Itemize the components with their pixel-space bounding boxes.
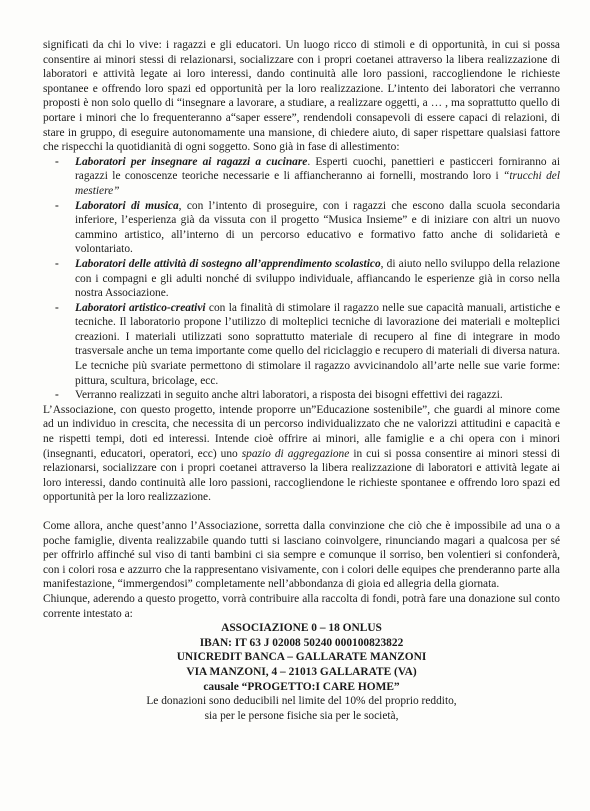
lab-text: Verranno realizzati in seguito anche altri laboratori, a risposta dei bisogni effettivi dei ragazzi. bbox=[75, 389, 503, 402]
bank-address: VIA MANZONI, 4 – 21013 GALLARATE (VA) bbox=[186, 665, 417, 678]
tax-note-1: Le donazioni sono deducibili nel limite del 10% del proprio reddito, bbox=[146, 695, 457, 708]
spacer bbox=[43, 505, 560, 519]
tax-note-2: sia per le persone fisiche sia per le società, bbox=[204, 709, 399, 722]
bank-iban: IBAN: IT 63 J 02008 50240 000100823822 bbox=[199, 636, 404, 649]
lab-text: , con l’intento di proseguire, con i ragazzi che escono dalla scuola secondaria inferiore, l’esperienza già da vissuta con il progetto “Musica Insieme” e di iniziare con altri un nuovo cammino artistico, all’interno di un percorso educativo e formativo fatto anche di solidarietà e volontariato. bbox=[75, 199, 560, 256]
list-item bbox=[75, 199, 560, 257]
project-text-a: L’Associazione, con questo progetto, intende proporre un”Educazione sostenibile”, che guardi al minore come ad un individuo in crescita, che necessita di un percorso individualizzato che ne valorizzi attitudini e capacità e ne rispetti tempi, doti ed interessi. Intende cioè offrire ai minori, alle famiglie e a chi opera con i minori (insegnanti, educatori, operatori, ecc) uno bbox=[43, 403, 560, 460]
donation-paragraph: Chiunque, aderendo a questo progetto, vorrà contribuire alla raccolta di fondi, potrà fare una donazione sul conto corrente intestato a: bbox=[43, 592, 560, 620]
lab-text: , di aiuto nello sviluppo della relazione con i compagni e gli adulti nonché di sviluppo individuale, affiancando le esperienze già in corso nella nostra Associazione. bbox=[75, 257, 560, 300]
bank-account-name: ASSOCIAZIONE 0 – 18 ONLUS bbox=[221, 622, 382, 635]
project-paragraph bbox=[43, 403, 560, 505]
intro-paragraph: significati da chi lo vive: i ragazzi e gli educatori. Un luogo ricco di stimoli e di opportunità, in cui si possa consentire ai minori stessi di relazionarsi, socializzare con i propri coetanei attraverso la libera realizzazione di laboratori e attività legate ai loro interessi, dando continuità alle loro passioni, raccogliendone le richieste spontanee e offrendo loro spazi ed opportunità per la loro realizzazione. L’intento dei laboratori che verranno proposti è non solo quello di “insegnare a lavorare, a studiare, a realizzare oggetti, a … , ma soprattutto quello di portare i minori che lo frequenteranno a“saper essere”, rendendoli consapevoli di essere capaci di relazioni, di stare in gruppo, di eseguire autonomamente una mansione, di chiedere aiuto, di saper rispettare qualsiasi fattore che rispecchi la quotidianità di ogni soggetto. Sono già in fase di allestimento: bbox=[43, 39, 560, 154]
lab-extra: “trucchi del mestiere” bbox=[75, 170, 560, 197]
lab-text: . Esperti cuochi, panettieri e pasticceri forniranno ai ragazzi le conoscenze teoriche necessarie e li affiancheranno ai fornelli, mostrando loro i bbox=[75, 155, 560, 183]
project-emphasis: spazio di aggregazione bbox=[241, 447, 350, 460]
association-paragraph: Come allora, anche quest’anno l’Associazione, sorretta dalla convinzione che ciò che è impossibile ad una o a poche famiglie, diventa realizzabile quando tutti si lasciano coinvolgere, rinunciando magari a qualcosa per sé per offrirlo affinché sul viso di tanti bambini ci sia sempre e comunque il sorriso, ben volentieri si confonderà, con i colori rosa e azzurro che la rappresentano visivamente, con i colori delle equipes che prenderanno parte alla manifestazione, “immergendosi” completamente nell’abbondanza di gioia ed allegria della giornata. bbox=[43, 520, 560, 591]
project-text-b: in cui si possa consentire ai minori stessi di relazionarsi, socializzare con i propri coetanei attraverso la libera realizzazione di laboratori e attività legate ai loro interessi, dando continuità alle loro passioni, raccogliendone le richieste spontanee e offrendo loro spazi ed opportunità per la loro realizzazione. bbox=[43, 447, 560, 504]
bank-causale: causale “PROGETTO:I CARE HOME” bbox=[203, 680, 400, 693]
lab-text: con la finalità di stimolare il ragazzo nelle sue capacità manuali, artistiche e tecniche. Il laboratorio propone l’utilizzo di molteplici tecniche di lavorazione dei materiali e molteplici creazioni. I materiali utilizzati sono soprattutto materiale di recupero al fine di integrare in modo trasversale anche un tema importante come quello del riciclaggio e recupero di materiali di diversa natura. Le tecniche più svariate permettono di stimolare il ragazzo avvicinandolo all’arte nelle sue varie forme: pittura, scultura, bricolage, ecc. bbox=[75, 301, 560, 387]
labs-list bbox=[43, 155, 560, 403]
list-item bbox=[75, 301, 560, 389]
list-item bbox=[75, 388, 560, 403]
lab-title: Laboratori delle attività di sostegno all’apprendimento scolastico bbox=[75, 257, 381, 270]
lab-title: Laboratori artistico-creativi bbox=[75, 301, 206, 314]
list-item bbox=[75, 155, 560, 199]
list-item bbox=[75, 257, 560, 301]
bank-name: UNICREDIT BANCA – GALLARATE MANZONI bbox=[176, 651, 427, 664]
lab-title: Laboratori di musica bbox=[75, 199, 179, 212]
lab-title: Laboratori per insegnare ai ragazzi a cucinare bbox=[75, 155, 308, 168]
bank-details bbox=[43, 621, 560, 723]
